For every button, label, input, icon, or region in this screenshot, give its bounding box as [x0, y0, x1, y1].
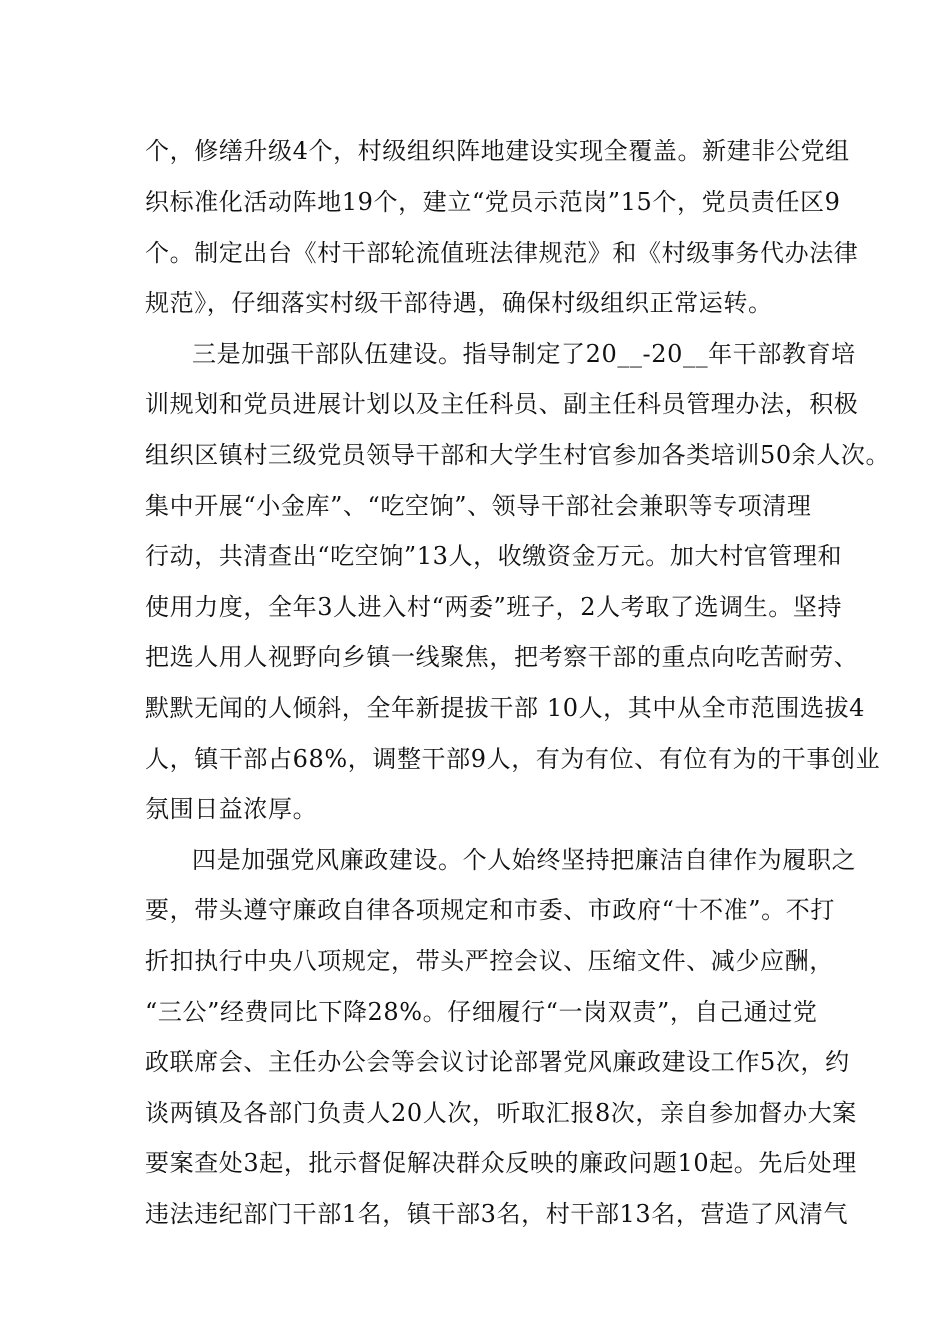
text-line: 训规划和党员进展计划以及主任科员、副主任科员管理办法，积极: [145, 390, 859, 418]
text-line: 个。制定出台《村干部轮流值班法律规范》和《村级事务代办法律: [145, 239, 859, 267]
text-line: 个，修缮升级4个，村级组织阵地建设实现全覆盖。新建非公党组: [145, 137, 850, 165]
text-line: 默默无闻的人倾斜，全年新提拔干部 10人，其中从全市范围选拔4: [145, 694, 866, 722]
text-line: 行动，共清查出“吃空饷”13人，收缴资金万元。加大村官管理和: [145, 542, 843, 570]
text-line: 要，带头遵守廉政自律各项规定和市委、市政府“十不准”。不打: [145, 896, 835, 924]
paragraph-start-line: 四是加强党风廉政建设。个人始终坚持把廉洁自律作为履职之: [192, 846, 857, 874]
text-line: 人，镇干部占68%，调整干部9人，有为有位、有位有为的干事创业: [145, 745, 881, 773]
text-line: 集中开展“小金库”、“吃空饷”、领导干部社会兼职等专项清理: [145, 492, 812, 520]
paragraph-start-line: 三是加强干部队伍建设。指导制定了20__-20__年干部教育培: [192, 340, 856, 368]
text-line: 违法违纪部门干部1名，镇干部3名，村干部13名，营造了风清气: [145, 1200, 849, 1228]
text-line: 折扣执行中央八项规定，带头严控会议、压缩文件、减少应酬，: [145, 947, 834, 975]
text-line: “三公”经费同比下降28%。仔细履行“一岗双责”，自己通过党: [145, 998, 818, 1026]
text-line: 政联席会、主任办公会等会议讨论部署党风廉政建设工作5次，约: [145, 1048, 850, 1076]
text-line: 规范》，仔细落实村级干部待遇，确保村级组织正常运转。: [145, 289, 773, 317]
text-line: 谈两镇及各部门负责人20人次，听取汇报8次，亲自参加督办大案: [145, 1099, 857, 1127]
text-line: 把选人用人视野向乡镇一线聚焦，把考察干部的重点向吃苦耐劳、: [145, 643, 859, 671]
text-line: 使用力度，全年3人进入村“两委”班子，2人考取了选调生。坚持: [145, 593, 843, 621]
text-line: 织标准化活动阵地19个，建立“党员示范岗”15个，党员责任区9: [145, 188, 841, 216]
text-line: 要案查处3起，批示督促解决群众反映的廉政问题10起。先后处理: [145, 1149, 857, 1177]
text-line: 组织区镇村三级党员领导干部和大学生村官参加各类培训50余人次。: [145, 441, 891, 469]
text-line: 氛围日益浓厚。: [145, 795, 318, 823]
